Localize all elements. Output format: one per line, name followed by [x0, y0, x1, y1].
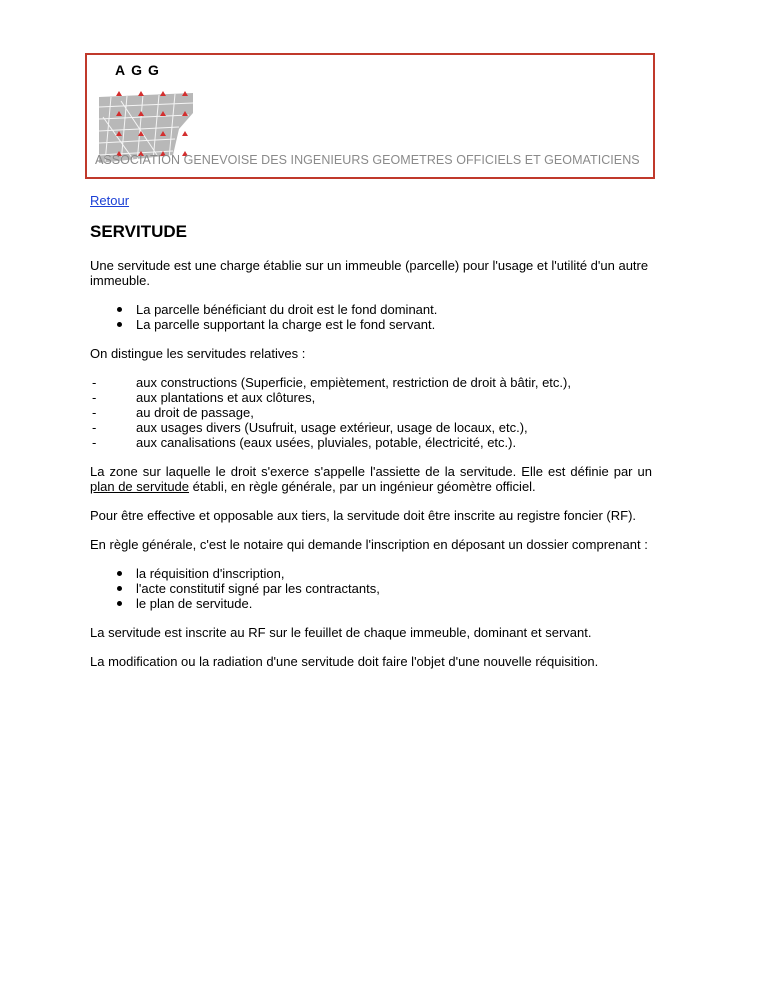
header-banner [85, 53, 655, 179]
agg-logo [97, 59, 207, 167]
fonds-list [90, 302, 652, 332]
zone-text-after: établi, en règle générale, par un ingénieur géomètre officiel. [189, 479, 536, 494]
list-item [90, 405, 652, 420]
list-item: le plan de servitude. [90, 596, 652, 611]
zone-text-before: La zone sur laquelle le droit s'exerce s'appelle l'assiette de la servitude. Elle est définie par un [90, 464, 652, 479]
notaire-paragraph: En règle générale, c'est le notaire qui demande l'inscription en déposant un dossier comprenant : [90, 537, 648, 552]
distinguish-paragraph: On distingue les servitudes relatives : [90, 346, 306, 361]
list-item [90, 435, 652, 450]
list-item [90, 390, 652, 405]
back-link[interactable]: Retour [90, 193, 130, 208]
list-item-text: au droit de passage, [136, 405, 254, 420]
page-title: SERVITUDE [90, 222, 187, 241]
list-item: La parcelle bénéficiant du droit est le fond dominant. [90, 302, 652, 317]
list-item: l'acte constitutif signé par les contractants, [90, 581, 652, 596]
organization-name: ASSOCIATION GENEVOISE DES INGENIEURS GEOMETRES OFFICIELS ET GEOMATICIENS [95, 153, 640, 167]
logo-text: AGG [115, 62, 165, 78]
intro-paragraph: Une servitude est une charge établie sur un immeuble (parcelle) pour l'usage et l'utilité d'un autre immeuble. [90, 258, 649, 288]
dash-marker: - [92, 435, 97, 450]
zone-paragraph [90, 464, 652, 494]
servitude-types-list [90, 375, 652, 450]
dash-marker: - [92, 405, 97, 420]
list-item-text: aux constructions (Superficie, empiètement, restriction de droit à bâtir, etc.), [136, 375, 571, 390]
modification-paragraph: La modification ou la radiation d'une servitude doit faire l'objet d'une nouvelle réquisition. [90, 654, 599, 669]
dossier-list [90, 566, 652, 611]
list-item-text: aux plantations et aux clôtures, [136, 390, 316, 405]
list-item: La parcelle supportant la charge est le fond servant. [90, 317, 652, 332]
effective-paragraph: Pour être effective et opposable aux tiers, la servitude doit être inscrite au registre foncier (RF). [90, 508, 637, 523]
list-item: la réquisition d'inscription, [90, 566, 652, 581]
list-item-text: aux canalisations (eaux usées, pluviales, potable, électricité, etc.). [136, 435, 517, 450]
main-content [90, 193, 652, 683]
list-item [90, 420, 652, 435]
list-item [90, 375, 652, 390]
list-item-text: aux usages divers (Usufruit, usage extérieur, usage de locaux, etc.), [136, 420, 528, 435]
dash-marker: - [92, 375, 97, 390]
dash-marker: - [92, 390, 97, 405]
dash-marker: - [92, 420, 97, 435]
plan-de-servitude-link[interactable]: plan de servitude [90, 479, 190, 494]
inscription-paragraph: La servitude est inscrite au RF sur le feuillet de chaque immeuble, dominant et servant. [90, 625, 592, 640]
